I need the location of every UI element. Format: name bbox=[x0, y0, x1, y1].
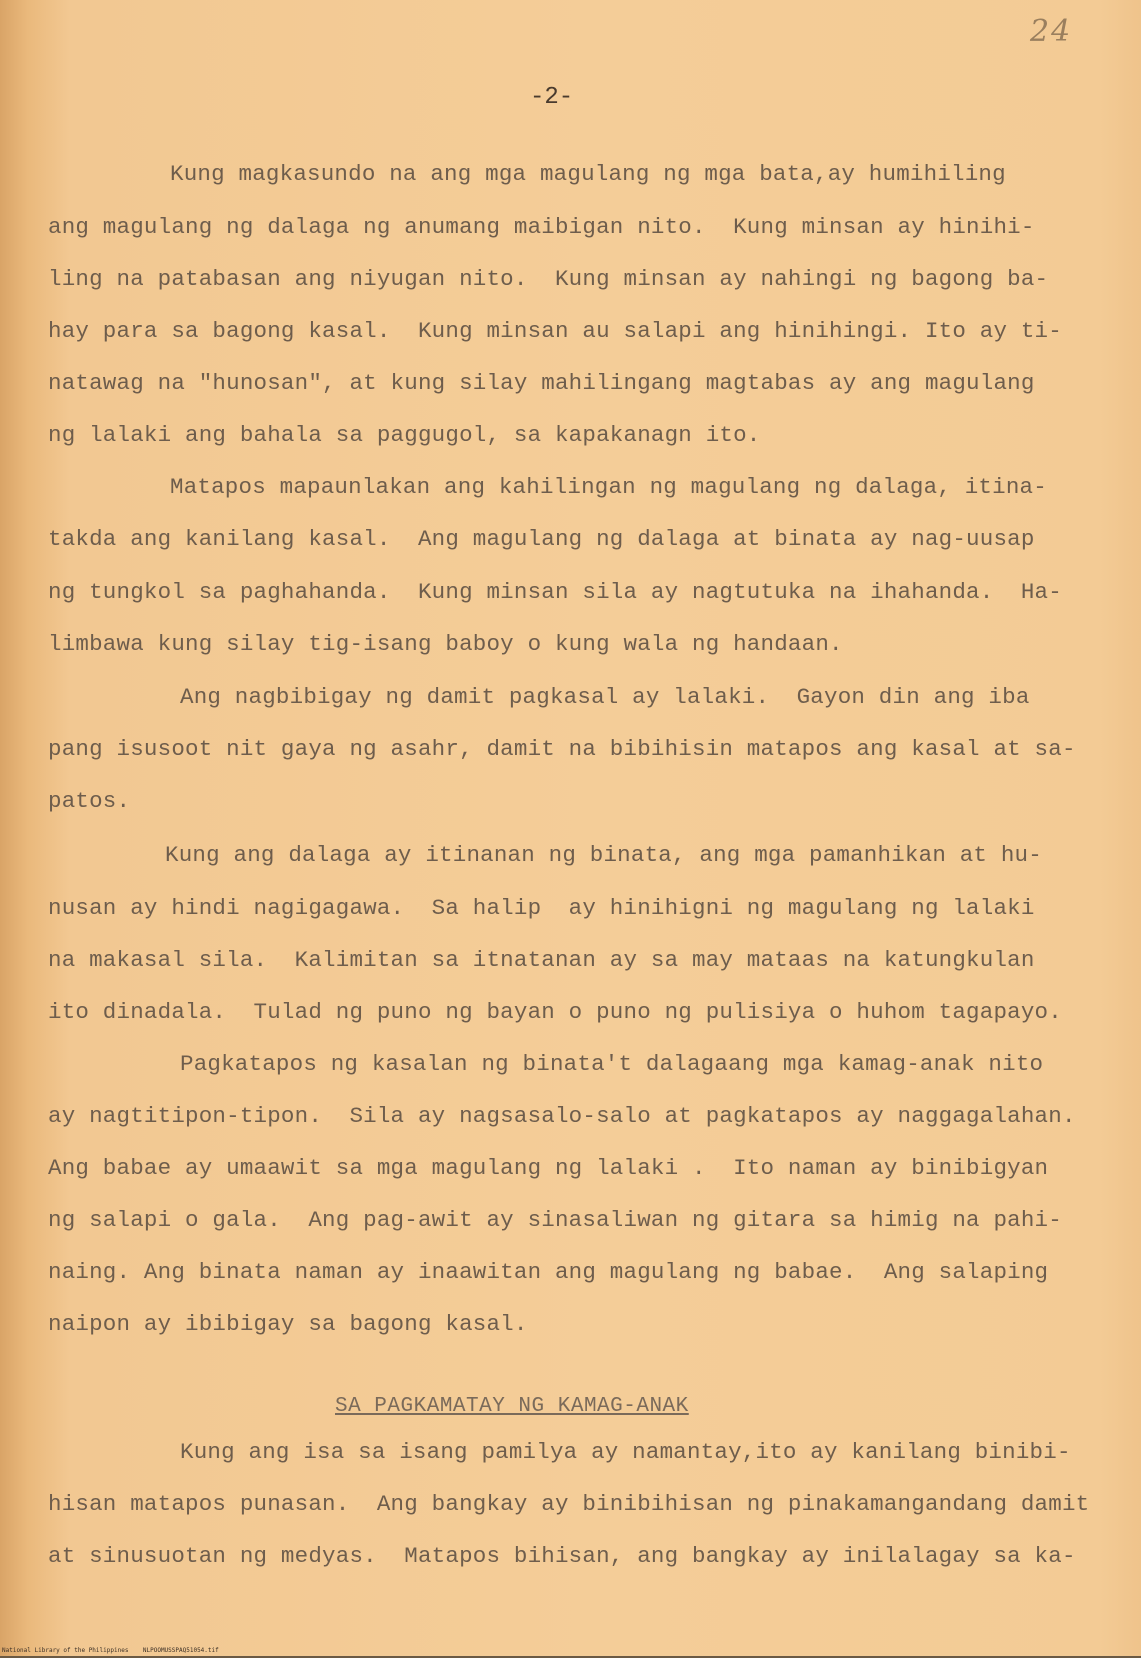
page-number: -2- bbox=[530, 84, 574, 111]
text-line: hay para sa bagong kasal. Kung minsan au salapi ang hinihingi. Ito ay ti- bbox=[48, 318, 1062, 344]
text-line: takda ang kanilang kasal. Ang magulang ng dalaga at binata ay nag-uusap bbox=[48, 526, 1035, 552]
text-line: pang isusoot nit gaya ng asahr, damit na bibihisin matapos ang kasal at sa- bbox=[48, 736, 1076, 762]
footer-caption: National Library of the Philippines NLPOOMUSSPAQ51054.tif bbox=[2, 1647, 219, 1654]
text-line: ng lalaki ang bahala sa paggugol, sa kapakanagn ito. bbox=[48, 422, 761, 448]
handwritten-page-number: 24 bbox=[1030, 14, 1073, 49]
text-line: na makasal sila. Kalimitan sa itnatanan ay sa may mataas na katungkulan bbox=[48, 947, 1035, 973]
section-heading: SA PAGKAMATAY NG KAMAG-ANAK bbox=[335, 1395, 689, 1418]
text-line: ito dinadala. Tulad ng puno ng bayan o puno ng pulisiya o huhom tagapayo. bbox=[48, 999, 1062, 1025]
text-line: hisan matapos punasan. Ang bangkay ay binibihisan ng pinakamangandang damit bbox=[48, 1491, 1090, 1517]
text-line: nusan ay hindi nagigagawa. Sa halip ay hinihigni ng magulang ng lalaki bbox=[48, 895, 1035, 921]
text-line: naing. Ang binata naman ay inaawitan ang magulang ng babae. Ang salaping bbox=[48, 1259, 1049, 1285]
text-line: Ang nagbibigay ng damit pagkasal ay lalaki. Gayon din ang iba bbox=[180, 684, 1030, 710]
text-line: at sinusuotan ng medyas. Matapos bihisan, ang bangkay ay inilalagay sa ka- bbox=[48, 1543, 1076, 1569]
text-line: Pagkatapos ng kasalan ng binata't dalagaang mga kamag-anak nito bbox=[180, 1051, 1044, 1077]
text-line: patos. bbox=[48, 788, 131, 814]
text-line: Kung magkasundo na ang mga magulang ng mga bata,ay humihiling bbox=[170, 161, 1006, 187]
text-line: ay nagtitipon-tipon. Sila ay nagsasalo-salo at pagkatapos ay naggagalahan. bbox=[48, 1103, 1076, 1129]
text-line: ng tungkol sa paghahanda. Kung minsan sila ay nagtutuka na ihahanda. Ha- bbox=[48, 579, 1062, 605]
text-line: Kung ang isa sa isang pamilya ay namantay,ito ay kanilang binibi- bbox=[180, 1439, 1071, 1465]
text-line: ang magulang ng dalaga ng anumang maibigan nito. Kung minsan ay hinihi- bbox=[48, 214, 1035, 240]
text-line: Matapos mapaunlakan ang kahilingan ng magulang ng dalaga, itina- bbox=[170, 474, 1047, 500]
text-line: ng salapi o gala. Ang pag-awit ay sinasaliwan ng gitara sa himig na pahi- bbox=[48, 1207, 1062, 1233]
text-line: Ang babae ay umaawit sa mga magulang ng lalaki . Ito naman ay binibigyan bbox=[48, 1155, 1049, 1181]
text-line: Kung ang dalaga ay itinanan ng binata, ang mga pamanhikan at hu- bbox=[165, 842, 1042, 868]
text-line: naipon ay ibibigay sa bagong kasal. bbox=[48, 1311, 528, 1337]
text-line: natawag na "hunosan", at kung silay mahilingang magtabas ay ang magulang bbox=[48, 370, 1035, 396]
text-line: limbawa kung silay tig-isang baboy o kung wala ng handaan. bbox=[48, 631, 843, 657]
text-line: ling na patabasan ang niyugan nito. Kung minsan ay nahingi ng bagong ba- bbox=[48, 266, 1049, 292]
